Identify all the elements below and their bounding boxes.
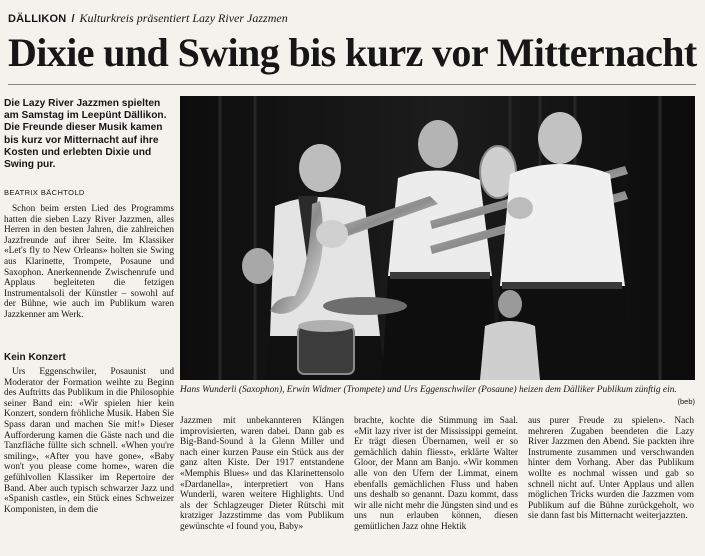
column-1-bottom xyxy=(4,367,174,515)
article-lead: Die Lazy River Jazzmen spielten am Samstag im Leepünt Dällikon. Die Freunde dieser Musik kamen bis kurz vor Mitternacht auf ihre Kosten und erlebten Dixie und Swing pur. xyxy=(4,98,167,171)
photo-credit: (beb) xyxy=(677,397,695,406)
article-photo xyxy=(180,96,695,380)
caption-text: Hans Wunderli (Saxophon), Erwin Widmer (Trompete) und Urs Eggenschwiler (Posaune) heizen dem Dälliker Publikum zünftig ein. xyxy=(180,385,677,395)
photo-caption xyxy=(180,385,695,396)
paragraph-col3: brachte, kochte die Stimmung im Saal. «Mit lazy river ist der Mississippi gemeint. Er trägt diesen Übernamen, weil er so gemächlich dahin fliesst», erklärte Walter Gloor, der Mann am Banjo. «Wir kommen alle von den Ufern der Limmat, einem ebenfalls gemächlichen Fluss und haben uns deshalb so genannt. Dazu kommt, dass wir alle nicht mehr die Jüngsten sind und es uns nun erlauben können, diesen gemütlichen Jazz ohne Hektik xyxy=(354,416,518,532)
band-photo-illustration xyxy=(180,96,695,380)
column-4 xyxy=(528,416,694,522)
column-3 xyxy=(354,416,518,533)
kicker-topic: Kulturkreis präsentiert Lazy River Jazzmen xyxy=(79,11,288,25)
paragraph-kein-konzert: Urs Eggenschwiler, Posaunist und Moderator der Formation weihte zu Beginn des Auftritts das Publikum in die Philosophie seiner Band ein: «Wir spielen hier kein Konzert, sondern fröhliche Musik. Haben Sie Spass daran und machen Sie mit!» Dieser Aufforderung kamen die Gäste nach und die Tanzfläche füllte sich schnell. «When you're smiling», «After you have gone», «Baby won't you please come home», waren die gefühlvollen Klassiker im Repertoire der Band. Aber auch typisch schwarzer Jazz und «Spanish castle», ein Stück eines Schweizer Komponisten, in dem die xyxy=(4,367,174,515)
paragraph-col4: aus purer Freude zu spielen». Nach mehreren Zugaben beendeten die Lazy River Jazzmen den Abend. Sie packten ihre Instrumente zusammen und verschwanden hinter dem Vorhang. Aber das Publikum wollte es nochmal wissen und gab so schnell nicht auf. Unter Applaus und allen möglichen Tricks wurden die Jazzmen vom Publikum auf die Bühne zurückgeholt, wo sie dann fast bis Mitternacht weiterjazzten. xyxy=(528,416,694,522)
section-kicker xyxy=(8,11,288,26)
article-subheading: Kein Konzert xyxy=(4,352,66,363)
paragraph-col2: Jazzmen mit unbekannteren Klängen improvisierten, waren dabei. Dann gab es Big-Band-Sound à la Glenn Miller und nach einer kurzen Pause ein Stück aus der ganz alten Kiste. Der 1917 entstandene «Memphis Blues» und das Klarinettensolo «Dardanella», interpretiert von Hans Wunderli, waren weitere Highlights. Und als der Schlagzeuger Dieter Rütschi mit kratziger Jazzstimme das vom Publikum gewünschte «I found you, Baby» xyxy=(180,416,344,532)
column-2 xyxy=(180,416,344,533)
headline-rule xyxy=(8,84,696,85)
article-byline: BEATRIX BÄCHTOLD xyxy=(4,188,85,197)
kicker-separator: / xyxy=(71,13,75,25)
column-1-top xyxy=(4,204,174,321)
paragraph-intro: Schon beim ersten Lied des Programms hatten die sieben Lazy River Jazzmen, alles Herren in den besten Jahren, die zahlreichen Jazzfreunde auf ihrer Seite. Im Klassiker «Let's fly to New Orleans» holten sie Swing aus Klarinette, Trompete, Posaune und Saxophon. Anerkennende Zwischenrufe und Applaus begleiteten die fetzigen Instrumentalsoli der Künstler – sowohl auf der Bühne, wie auch im Publikum waren Jazzkenner am Werk. xyxy=(4,204,174,320)
kicker-place: DÄLLIKON xyxy=(8,13,67,25)
article-headline: Dixie und Swing bis kurz vor Mitternacht xyxy=(8,30,697,75)
